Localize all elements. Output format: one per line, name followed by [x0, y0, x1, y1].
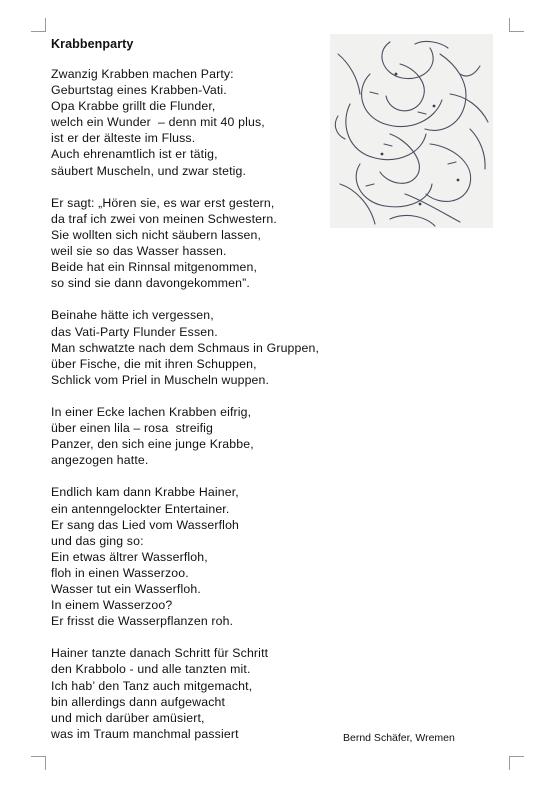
crop-mark-bottom-right-h — [510, 756, 524, 757]
poem-line: angezogen hatte. — [51, 453, 149, 468]
poem-stanza — [51, 484, 331, 629]
poem-line: Er frisst die Wasserpflanzen roh. — [51, 614, 234, 629]
poem-line: Man schwatzte nach dem Schmaus in Gruppen, — [51, 340, 320, 355]
poem-line: Ich hab’ den Tanz auch mitgemacht, — [51, 678, 253, 693]
crop-mark-top-right-v — [509, 18, 510, 32]
crop-mark-top-right-h — [510, 31, 524, 32]
poem-stanza — [51, 404, 331, 468]
poem-line: Opa Krabbe grillt die Flunder, — [51, 99, 216, 114]
poem-line: was im Traum manchmal passiert — [51, 726, 239, 741]
poem-line: das Vati-Party Flunder Essen. — [51, 324, 218, 339]
poem-line: und mich darüber amüsiert, — [51, 710, 205, 725]
poem-line: Geburtstag eines Krabben-Vati. — [51, 83, 227, 98]
crop-mark-bottom-left-v — [45, 756, 46, 770]
poem-line: ist er der älteste im Fluss. — [51, 131, 196, 146]
poem-line: In einem Wasserzoo? — [51, 598, 173, 613]
poem-stanza — [51, 195, 331, 292]
poem-line: da traf ich zwei von meinen Schwestern. — [51, 211, 277, 226]
poem-line: Hainer tanzte danach Schritt für Schritt — [51, 646, 269, 661]
poem-line: und das ging so: — [51, 533, 144, 548]
poem-line: säubert Muscheln, und zwar stetig. — [51, 163, 247, 178]
poem-body — [51, 66, 331, 758]
shrimp-sketch-drawing — [330, 34, 493, 228]
shrimp-sketch-icon — [330, 34, 493, 228]
poem-line: Wasser tut ein Wasserfloh. — [51, 582, 201, 596]
poem-line: Sie wollten sich nicht säubern lassen, — [51, 227, 262, 242]
poem-line: Panzer, den sich eine junge Krabbe, — [51, 437, 254, 452]
poem-line: weil sie so das Wasser hassen. — [51, 244, 227, 259]
poem-line: Er sagt: „Hören sie, es war erst gestern, — [51, 195, 275, 210]
poem-line: floh in einen Wasserzoo. — [51, 565, 189, 580]
author-signature: Bernd Schäfer, Wremen — [343, 732, 455, 744]
poem-stanza — [51, 66, 331, 179]
poem-stanza — [51, 645, 331, 742]
poem-line: Er sang das Lied vom Wasserfloh — [51, 517, 240, 532]
poem-stanza — [51, 307, 331, 387]
crop-mark-top-left-h — [31, 31, 45, 32]
poem-line: über einen lila – rosa streifig — [51, 421, 214, 436]
crop-mark-bottom-left-h — [31, 756, 45, 757]
crop-mark-top-left-v — [45, 18, 46, 32]
poem-line: ein antenngelockter Entertainer. — [51, 501, 230, 516]
poem-line: In einer Ecke lachen Krabben eifrig, — [51, 404, 252, 419]
poem-line: über Fische, die mit ihren Schuppen, — [51, 356, 257, 371]
poem-line: den Krabbolo - und alle tanzten mit. — [51, 662, 251, 677]
poem-line: bin allerdings dann aufgewacht — [51, 694, 226, 709]
poem-line: welch ein Wunder – denn mit 40 plus, — [51, 115, 265, 130]
poem-line: Beinahe hätte ich vergessen, — [51, 308, 214, 323]
poem-title: Krabbenparty — [51, 37, 134, 51]
poem-line: so sind sie dann davongekommen”. — [51, 276, 250, 291]
poem-line: Ein etwas ältrer Wasserfloh, — [51, 549, 208, 564]
poem-line: Beide hat ein Rinnsal mitgenommen, — [51, 260, 258, 275]
poem-line: Auch ehrenamtlich ist er tätig, — [51, 147, 218, 162]
crop-mark-bottom-right-v — [509, 756, 510, 770]
poem-line: Schlick vom Priel in Muscheln wuppen. — [51, 372, 270, 387]
poem-line: Zwanzig Krabben machen Party: — [51, 67, 234, 81]
poem-line: Endlich kam dann Krabbe Hainer, — [51, 485, 239, 500]
